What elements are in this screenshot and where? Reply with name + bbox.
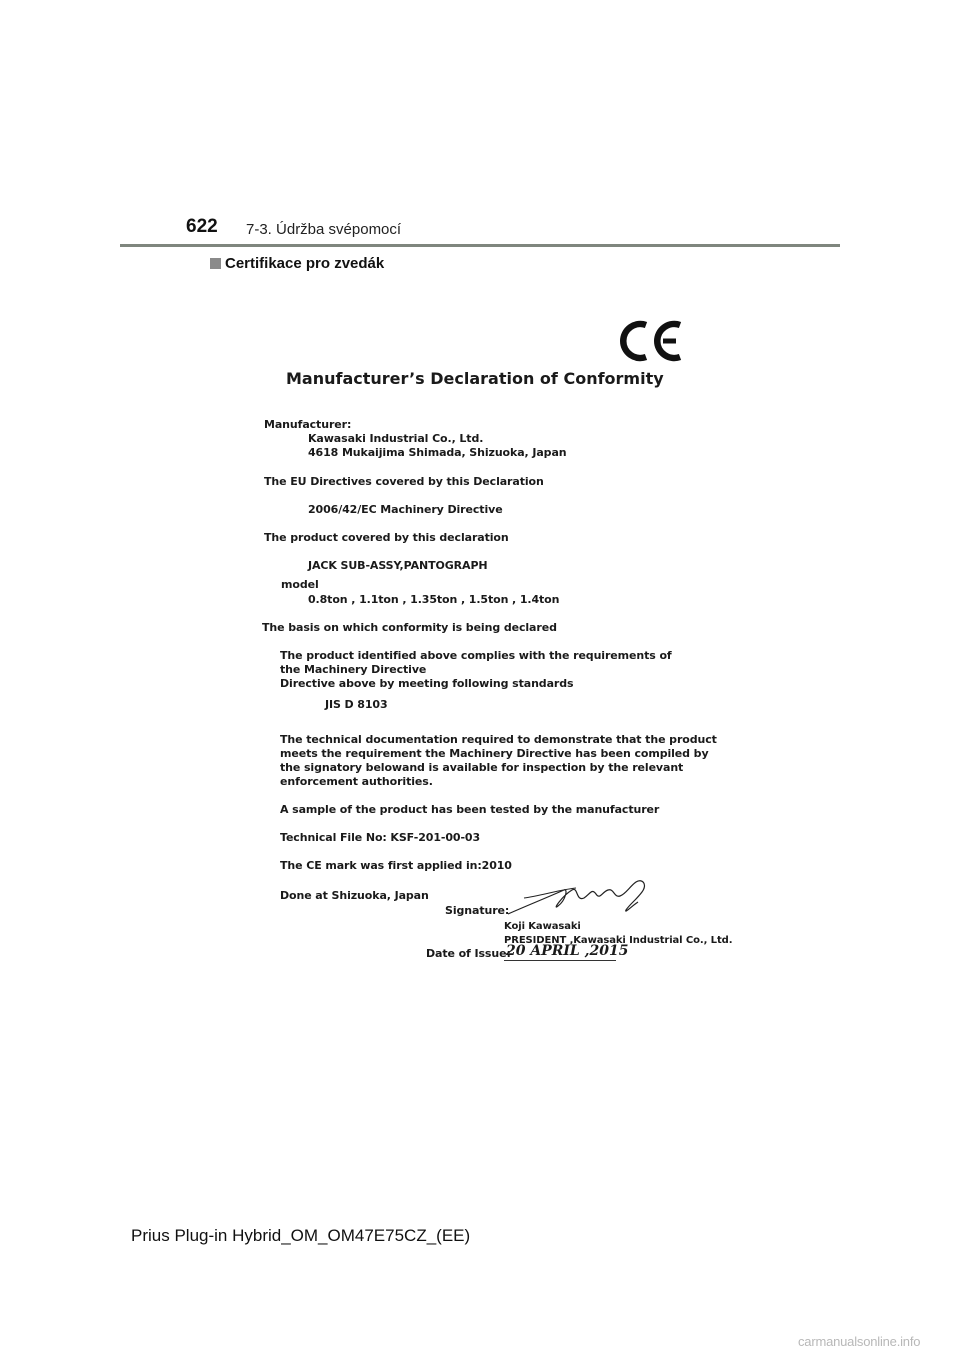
date-label: Date of Issue: [426, 947, 511, 960]
technical-line-3: the signatory belowand is available for inspection by the relevant [280, 761, 684, 774]
watermark: carmanualsonline.info [798, 1334, 921, 1349]
model-label: model [281, 578, 319, 591]
declaration-title: Manufacturer’s Declaration of Conformity [286, 369, 664, 388]
directive: 2006/42/EC Machinery Directive [308, 503, 503, 516]
footer-model-code: Prius Plug-in Hybrid_OM_OM47E75CZ_(EE) [131, 1226, 471, 1245]
technical-line-4: enforcement authorities. [280, 775, 433, 788]
done-at: Done at Shizuoka, Japan [280, 889, 429, 902]
section-title: 7-3. Údržba svépomocí [246, 221, 402, 238]
signatory-name: Koji Kawasaki [504, 921, 581, 932]
subsection-title: Certifikace pro zvedák [225, 255, 385, 272]
square-icon [210, 258, 221, 269]
product-name: JACK SUB-ASSY,PANTOGRAPH [308, 559, 488, 572]
ce-first-applied: The CE mark was first applied in:2010 [280, 859, 512, 872]
model-list: 0.8ton , 1.1ton , 1.35ton , 1.5ton , 1.4ton [308, 593, 560, 606]
ce-mark-icon [618, 316, 684, 366]
product-label: The product covered by this declaration [264, 531, 509, 544]
technical-line-1: The technical documentation required to demonstrate that the product [280, 733, 717, 746]
signatory-title: PRESIDENT ,Kawasaki Industrial Co., Ltd. [504, 935, 733, 946]
manufacturer-name: Kawasaki Industrial Co., Ltd. [308, 432, 484, 445]
basis-line-1: The product identified above complies with the requirements of [280, 649, 672, 662]
basis-label: The basis on which conformity is being declared [262, 621, 557, 634]
directives-label: The EU Directives covered by this Declaration [264, 475, 544, 488]
signature-label: Signature: [445, 904, 510, 917]
date-underline [504, 960, 616, 961]
basis-line-3: Directive above by meeting following standards [280, 677, 574, 690]
sample-tested: A sample of the product has been tested by the manufacturer [280, 803, 660, 816]
header-rule [120, 244, 840, 247]
page-number: 622 [186, 216, 218, 237]
handwritten-signature [506, 876, 656, 920]
date-value: 20 APRIL ,2015 [506, 943, 629, 959]
manufacturer-label: Manufacturer: [264, 418, 352, 431]
technical-file: Technical File No: KSF-201-00-03 [280, 831, 481, 844]
manufacturer-address: 4618 Mukaijima Shimada, Shizuoka, Japan [308, 446, 567, 459]
standard: JIS D 8103 [325, 698, 388, 711]
subsection-heading [210, 255, 384, 272]
basis-line-2: the Machinery Directive [280, 663, 427, 676]
technical-line-2: meets the requirement the Machinery Directive has been compiled by [280, 747, 709, 760]
